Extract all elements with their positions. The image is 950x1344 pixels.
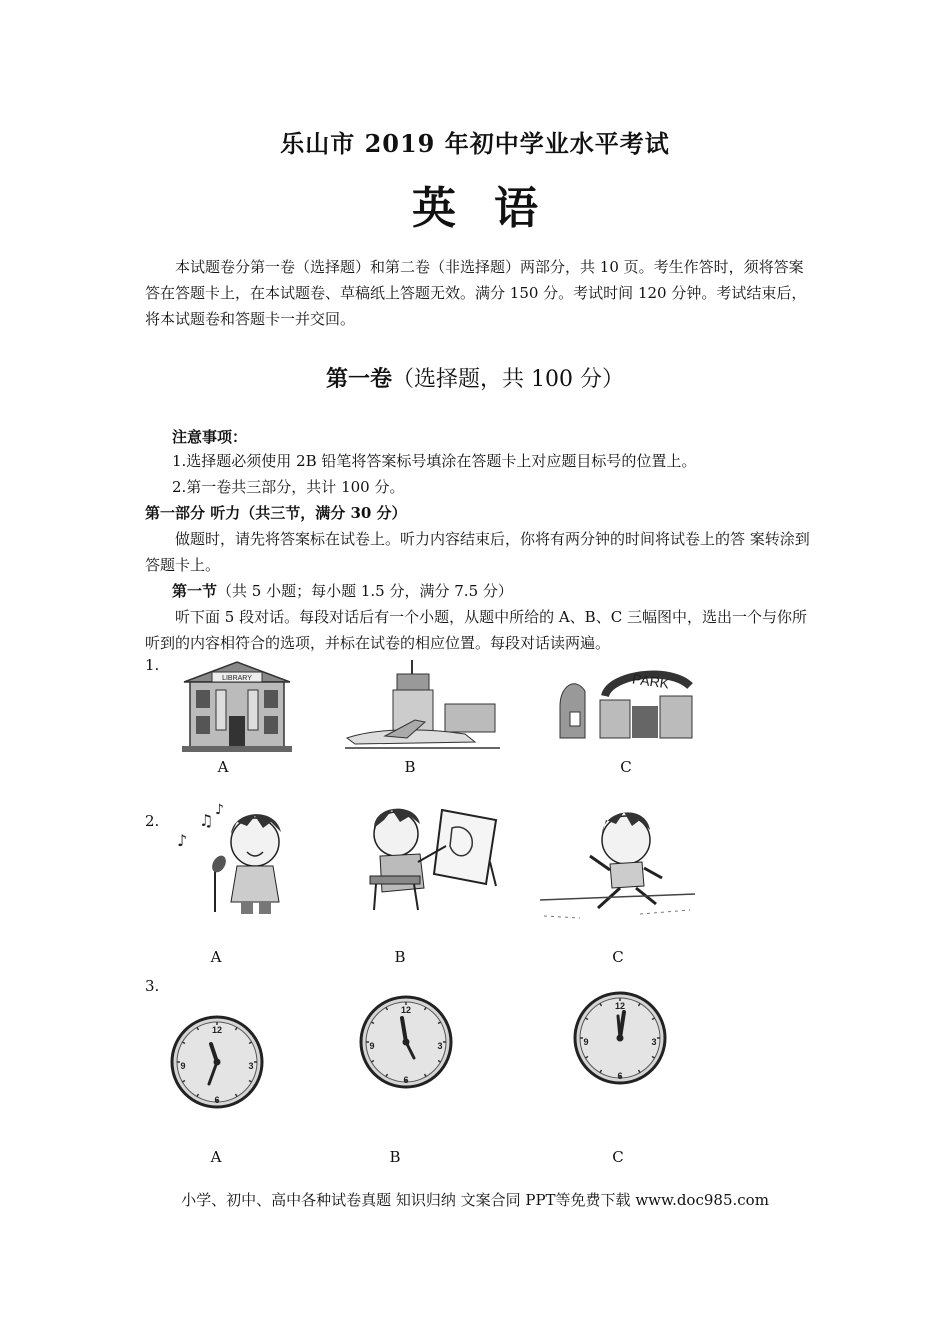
- clock-illustration: [169, 1014, 265, 1110]
- section1-instruction: 听下面 5 段对话。每段对话后有一个小题，从题中所给的 A、B、C 三幅图中，选出一个与你所听到的内容相符合的选项，并标在试卷的相应位置。每段对话读两遍。: [145, 608, 807, 652]
- question-3-option-c: C: [612, 1148, 624, 1166]
- intro-paragraph: 本试题卷分第一卷（选择题）和第二卷（非选择题）两部分，共 10 页。考生作答时，须将答案答在答题卡上，在本试题卷、草稿纸上答题无效。满分 150 分。考试时间 120 分钟。考试结束后，将本试题卷和答题卡一并交回。: [145, 258, 807, 328]
- clock-illustration: [572, 990, 668, 1086]
- question-2-number: 2.: [145, 812, 160, 830]
- question-3-option-a: A: [210, 1148, 222, 1166]
- svg-text:♫: ♫: [199, 811, 214, 830]
- notice-heading: 注意事项：: [172, 428, 248, 446]
- clock-illustration: [358, 994, 454, 1090]
- park-illustration: [550, 666, 695, 738]
- boy-singing-illustration: [175, 802, 305, 914]
- question-2-option-b: B: [394, 948, 406, 966]
- clock-number: 12: [400, 1005, 412, 1015]
- clock-number: 9: [180, 1061, 186, 1071]
- clock-number: 9: [583, 1037, 589, 1047]
- clock-number: 3: [651, 1037, 657, 1047]
- clock-number: 12: [614, 1001, 626, 1011]
- part1-heading: 第一部分 听力（共三节，满分 30 分）: [145, 504, 407, 522]
- question-3-option-b: B: [389, 1148, 401, 1166]
- svg-text:♪: ♪: [177, 831, 188, 850]
- question-1-number: 1.: [145, 656, 160, 674]
- footer-banner: 小学、初中、高中各种试卷真题 知识归纳 文案合同 PPT等免费下载 www.doc985.com: [181, 1191, 769, 1209]
- section1-detail: （共 5 小题；每小题 1.5 分，满分 7.5 分）: [217, 582, 513, 600]
- volume-heading: [0, 362, 950, 393]
- question-2-option-c: C: [612, 948, 624, 966]
- notice-item-2: 2.第一卷共三部分，共计 100 分。: [172, 478, 405, 496]
- question-2-option-a: A: [210, 948, 222, 966]
- exam-title: 乐山市 2019 年初中学业水平考试: [280, 129, 670, 158]
- question-1-option-a: A: [217, 758, 229, 776]
- clock-number: 6: [214, 1095, 220, 1105]
- subject-title: 英语: [412, 183, 576, 234]
- section1-label: 第一节: [172, 582, 218, 600]
- question-1-option-c: C: [620, 758, 632, 776]
- clock-number: 9: [369, 1041, 375, 1051]
- clock-number: 12: [211, 1025, 223, 1035]
- boy-painting-illustration: [362, 802, 502, 914]
- library-sign: LIBRARY: [222, 675, 252, 682]
- volume-detail: （选择题，共 100 分）: [392, 367, 624, 392]
- clock-number: 6: [403, 1075, 409, 1085]
- volume-name: 第一卷: [326, 366, 393, 392]
- question-1-option-b: B: [404, 758, 416, 776]
- library-illustration: [182, 660, 292, 752]
- part1-instruction: 做题时，请先将答案标在试卷上。听力内容结束后，你将有两分钟的时间将试卷上的答 案转涂到答题卡上。: [145, 530, 810, 574]
- clock-number: 6: [617, 1071, 623, 1081]
- section1-heading: [172, 578, 852, 604]
- park-sign: PARK: [631, 670, 671, 692]
- airport-illustration: [345, 660, 500, 752]
- boy-running-illustration: [540, 804, 695, 926]
- svg-text:♪: ♪: [215, 802, 224, 818]
- clock-number: 3: [248, 1061, 254, 1071]
- notice-item-1: 1.选择题必须使用 2B 铅笔将答案标号填涂在答题卡上对应题目标号的位置上。: [172, 452, 697, 470]
- question-3-number: 3.: [145, 977, 160, 995]
- clock-number: 3: [437, 1041, 443, 1051]
